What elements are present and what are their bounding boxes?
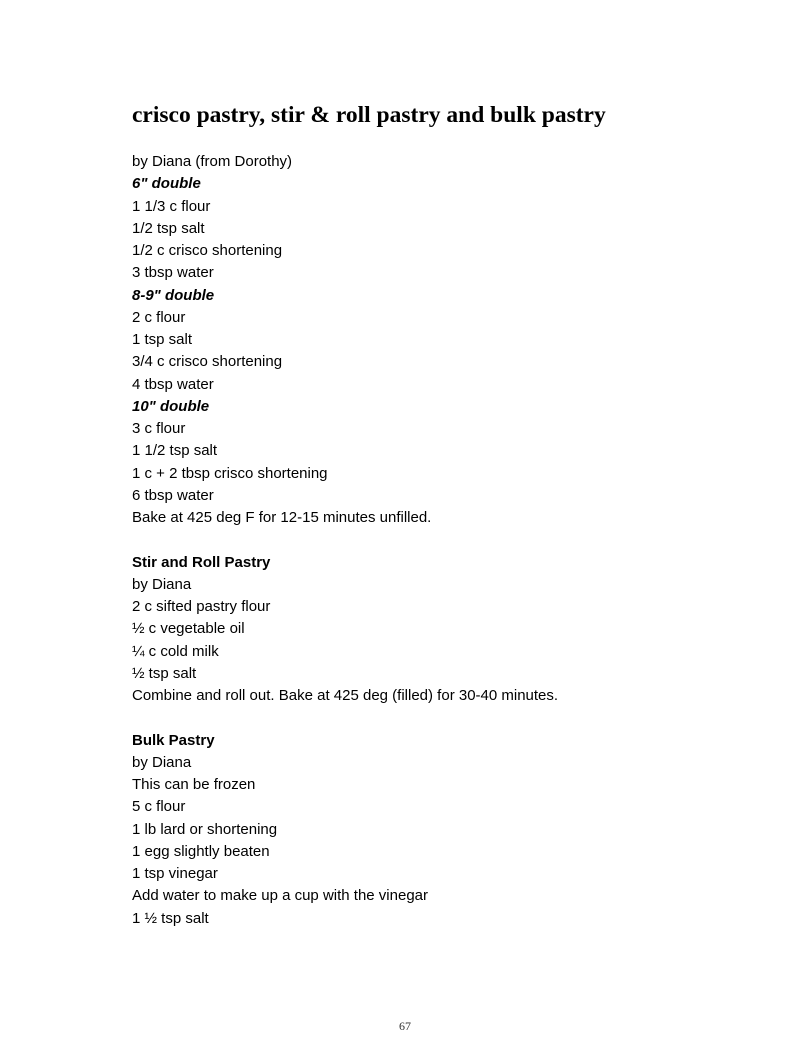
ingredient-line: ½ c vegetable oil	[132, 620, 245, 638]
ingredient-line: 6 tbsp water	[132, 486, 214, 504]
ingredient-line: 1 ½ tsp salt	[132, 909, 209, 927]
size-heading-10-double: 10" double	[132, 397, 210, 415]
ingredient-line: 3 c flour	[132, 420, 186, 437]
ingredient-line: 2 c flour	[132, 308, 186, 326]
page-title: crisco pastry, stir & roll pastry and bulk pastry	[132, 102, 606, 128]
section-spacer	[132, 707, 752, 729]
page-number: 67	[399, 1019, 411, 1033]
ingredient-line: 1 1/3 c flour	[132, 197, 211, 215]
byline: by Diana	[132, 753, 192, 771]
ingredient-line: ½ tsp salt	[132, 664, 197, 682]
bulk-pastry-section	[132, 730, 752, 930]
ingredient-line: 4 tbsp water	[132, 375, 214, 393]
section-heading: Stir and Roll Pastry	[132, 553, 271, 571]
ingredient-line: 1 egg slightly beaten	[132, 842, 270, 860]
ingredient-line: 5 c flour	[132, 798, 186, 816]
ingredient-line: ¼ c cold milk	[132, 642, 219, 660]
byline: by Diana (from Dorothy)	[132, 153, 293, 170]
byline: by Diana	[132, 575, 192, 593]
section-spacer	[132, 529, 752, 551]
ingredient-line: 2 c sifted pastry flour	[132, 598, 271, 615]
instructions: Combine and roll out. Bake at 425 deg (filled) for 30-40 minutes.	[132, 687, 559, 704]
ingredient-line: 1 lb lard or shortening	[132, 820, 278, 838]
ingredient-line: 3/4 c crisco shortening	[132, 353, 283, 371]
ingredient-line: 1 c + 2 tbsp crisco shortening	[132, 464, 328, 482]
ingredient-line: 1 tsp salt	[132, 331, 193, 348]
ingredient-line: 1 tsp vinegar	[132, 865, 218, 882]
size-heading-8-9-double: 8-9" double	[132, 286, 215, 304]
ingredient-line: 1/2 tsp salt	[132, 219, 205, 237]
recipe-content	[132, 151, 752, 930]
crisco-pastry-section	[132, 151, 752, 529]
size-heading-6-double: 6" double	[132, 175, 201, 193]
ingredient-line: 3 tbsp water	[132, 264, 214, 282]
ingredient-line: Add water to make up a cup with the vinegar	[132, 887, 429, 905]
instructions: Bake at 425 deg F for 12-15 minutes unfilled.	[132, 509, 432, 526]
section-heading: Bulk Pastry	[132, 731, 215, 749]
ingredient-line: 1/2 c crisco shortening	[132, 242, 283, 259]
ingredient-line: 1 1/2 tsp salt	[132, 442, 218, 460]
stir-roll-pastry-section	[132, 552, 752, 708]
note: This can be frozen	[132, 776, 256, 793]
